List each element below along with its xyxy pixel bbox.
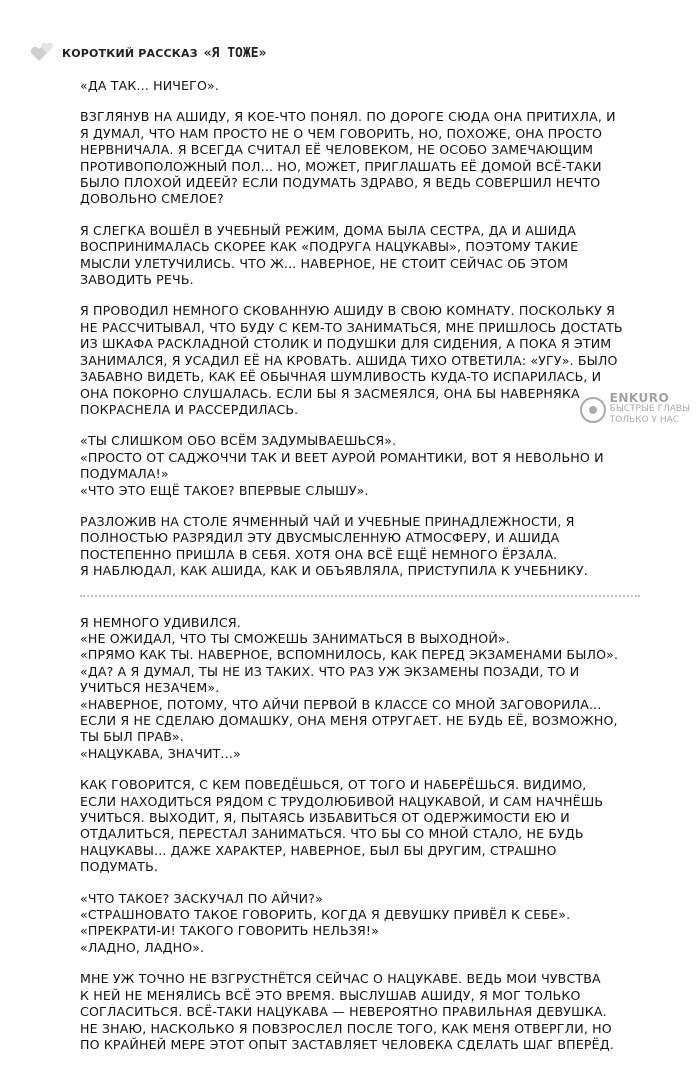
text-line: ПОКРАСНЕЛА И РАССЕРДИЛАСЬ.: [80, 401, 299, 417]
text-line: НЕРВНИЧАЛА. Я ВСЕГДА СЧИТАЛ ЕЁ ЧЕЛОВЕКОМ, НЕ ОСОБО ЗАМЕЧАЮЩИМ: [80, 142, 594, 158]
text-line: «ПРЕКРАТИ-И! ТАКОГО ГОВОРИТЬ НЕЛЬЗЯ!»: [80, 923, 379, 939]
text-line: ОНА ПОКОРНО СЛУШАЛАСЬ. ЕСЛИ БЫ Я ЗАСМЕЯЛСЯ, ОНА БЫ НАВЕРНЯКА: [80, 385, 580, 401]
text-line: «НЕ ОЖИДАЛ, ЧТО ТЫ СМОЖЕШЬ ЗАНИМАТЬСЯ В ВЫХОДНОЙ».: [80, 630, 510, 646]
header-label: КОРОТКИЙ РАССКАЗ: [62, 46, 198, 60]
text-section-2: [80, 615, 636, 1054]
text-line: КАК ГОВОРИТСЯ, С КЕМ ПОВЕДЁШЬСЯ, ОТ ТОГО И НАБЕРЁШЬСЯ. ВИДИМО,: [80, 777, 587, 793]
text-line: «ТЫ СЛИШКОМ ОБО ВСЁМ ЗАДУМЫВАЕШЬСЯ».: [80, 433, 397, 449]
text-line: ОТДАЛИТЬСЯ, ПЕРЕСТАЛ ЗАНИМАТЬСЯ. ЧТО БЫ СО МНОЙ СТАЛО, НЕ БУДЬ: [80, 826, 584, 842]
watermark-brand: ENKURO: [609, 391, 670, 405]
text-line: «ЧТО ТАКОЕ? ЗАСКУЧАЛ ПО АЙЧИ?»: [80, 890, 323, 906]
text-line: ЕСЛИ Я НЕ СДЕЛАЮ ДОМАШКУ, ОНА МЕНЯ ОТРУГАЕТ. НЕ БУДЬ ЕЁ, ВОЗМОЖНО,: [80, 713, 618, 728]
text-line: Я СЛЕГКА ВОШЁЛ В УЧЕБНЫЙ РЕЖИМ, ДОМА БЫЛА СЕСТРА, ДА И АШИДА: [80, 222, 576, 238]
text-line: МНЕ УЖ ТОЧНО НЕ ВЗГРУСТНЁТСЯ СЕЙЧАС О НАЦУКАВЕ. ВЕДЬ МОИ ЧУВСТВА: [80, 971, 601, 987]
text-line: «ДА ТАК... НИЧЕГО».: [80, 78, 220, 93]
paragraph: [80, 109, 636, 207]
text-line: Я ДУМАЛ, ЧТО НАМ ПРОСТО НЕ О ЧЕМ ГОВОРИТЬ, НО, ПОХОЖЕ, ОНА ПРОСТО: [80, 125, 603, 141]
text-line: РАЗЛОЖИВ НА СТОЛЕ ЯЧМЕННЫЙ ЧАЙ И УЧЕБНЫЕ ПРИНАДЛЕЖНОСТИ, Я: [80, 513, 575, 529]
text-line: «ЛАДНО, ЛАДНО».: [80, 939, 205, 955]
text-line: НЕ ЗНАЮ, НАСКОЛЬКО Я ПОВЗРОСЛЕЛ ПОСЛЕ ТОГО, КАК МЕНЯ ОТВЕРГЛИ, НО: [80, 1020, 612, 1036]
text-line: «ЧТО ЭТО ЕЩЁ ТАКОЕ? ВПЕРВЫЕ СЛЫШУ».: [80, 482, 369, 498]
paragraph: [80, 514, 636, 580]
chapter-header: [30, 42, 266, 64]
text-line: ТЫ БЫЛ ПРАВ».: [80, 729, 185, 745]
text-line: ДОВОЛЬНО СМЕЛОЕ?: [80, 191, 224, 207]
text-line: ПОСТЕПЕННО ПРИШЛА В СЕБЯ. ХОТЯ ОНА ВСЁ ЕЩЁ НЕМНОГО ЁРЗАЛА.: [80, 546, 558, 562]
text-line: ПОДУМАТЬ.: [80, 859, 159, 875]
paragraph: [80, 777, 636, 875]
text-line: ВОСПРИНИМАЛАСЬ СКОРЕЕ КАК «ПОДРУГА НАЦУКАВЫ», ПОЭТОМУ ТАКИЕ: [80, 239, 579, 255]
paragraph: [80, 78, 636, 94]
text-line: НАЦУКАВЫ... ДАЖЕ ХАРАКТЕР, НАВЕРНОЕ, БЫЛ БЫ ДРУГИМ, СТРАШНО: [80, 842, 557, 858]
text-line: К НЕЙ НЕ МЕНЯЛИСЬ ВСЁ ЭТО ВРЕМЯ. ВЫСЛУШАВ АШИДУ, Я МОГ ТОЛЬКО: [80, 987, 581, 1003]
text-line: НЕ РАССЧИТЫВАЛ, ЧТО БУДУ С КЕМ-ТО ЗАНИМАТЬСЯ, МНЕ ПРИШЛОСЬ ДОСТАТЬ: [80, 319, 623, 335]
paragraph: [80, 223, 636, 289]
paragraph: [80, 615, 636, 763]
text-line: «ПРЯМО КАК ТЫ. НАВЕРНОЕ, ВСПОМНИЛОСЬ, КАК ПЕРЕД ЭКЗАМЕНАМИ БЫЛО».: [80, 647, 619, 663]
text-line: СОГЛАСИТЬСЯ. ВСЁ-ТАКИ НАЦУКАВА — НЕВЕРОЯТНО ПРАВИЛЬНАЯ ДЕВУШКА.: [80, 1004, 607, 1020]
text-line: «НАЦУКАВА, ЗНАЧИТ...»: [80, 745, 241, 761]
header-title: «Я ТОЖЕ»: [203, 45, 267, 61]
hearts-icon: [30, 42, 56, 64]
text-line: ЗАВОДИТЬ РЕЧЬ.: [80, 272, 194, 288]
text-line: ПОДУМАЛА!»: [80, 466, 169, 482]
text-line: «ПРОСТО ОТ САДЖОЧЧИ ТАК И ВЕЕТ АУРОЙ РОМАНТИКИ, ВОТ Я НЕВОЛЬНО И: [80, 449, 604, 465]
text-line: ПО КРАЙНЕЙ МЕРЕ ЭТОТ ОПЫТ ЗАСТАВЛЯЕТ ЧЕЛОВЕКА СДЕЛАТЬ ШАГ ВПЕРЁД.: [80, 1036, 614, 1052]
text-line: ЕСЛИ НАХОДИТЬСЯ РЯДОМ С ТРУДОЛЮБИВОЙ НАЦУКАВОЙ, И САМ НАЧНЁШЬ: [80, 793, 604, 809]
text-line: «НАВЕРНОЕ, ПОТОМУ, ЧТО АЙЧИ ПЕРВОЙ В КЛАССЕ СО МНОЙ ЗАГОВОРИЛА...: [80, 696, 602, 712]
text-line: «ДА? А Я ДУМАЛ, ТЫ НЕ ИЗ ТАКИХ. ЧТО РАЗ УЖ ЭКЗАМЕНЫ ПОЗАДИ, ТО И: [80, 663, 580, 679]
text-line: ЗАНИМАЛСЯ, Я УСАДИЛ ЕЁ НА КРОВАТЬ. АШИДА ТИХО ОТВЕТИЛА: «УГУ». БЫЛО: [80, 352, 618, 368]
text-line: УЧИТЬСЯ. ВЫХОДИТ, Я, ПЫТАЯСЬ ИЗБАВИТЬСЯ ОТ ОДЕРЖИМОСТИ ЕЮ И: [80, 810, 570, 826]
story-text: [80, 78, 636, 1068]
watermark-tagline: БЫСТРЫЕ ГЛАВЫ: [609, 404, 690, 414]
text-section-1: [80, 78, 636, 580]
text-line: ЗАБАВНО ВИДЕТЬ, КАК ЕЁ ОБЫЧНАЯ ШУМЛИВОСТЬ КУДА-ТО ИСПАРИЛАСЬ, И: [80, 369, 602, 385]
text-line: ВЗГЛЯНУВ НА АШИДУ, Я КОЕ-ЧТО ПОНЯЛ. ПО ДОРОГЕ СЮДА ОНА ПРИТИХЛА, И: [80, 109, 616, 125]
watermark-tagline: ТОЛЬКО У НАС: [609, 415, 680, 425]
text-line: Я НАБЛЮДАЛ, КАК АШИДА, КАК И ОБЪЯВЛЯЛА, ПРИСТУПИЛА К УЧЕБНИКУ.: [80, 563, 588, 579]
text-line: Я НЕМНОГО УДИВИЛСЯ.: [80, 614, 241, 630]
text-line: «СТРАШНОВАТО ТАКОЕ ГОВОРИТЬ, КОГДА Я ДЕВУШКУ ПРИВЁЛ К СЕБЕ».: [80, 907, 571, 923]
paragraph: [80, 971, 636, 1053]
text-line: ПОЛНОСТЬЮ РАЗРЯДИЛ ЭТУ ДВУСМЫСЛЕННУЮ АТМОСФЕРУ, И АШИДА: [80, 530, 560, 546]
text-line: УЧИТЬСЯ НЕЗАЧЕМ».: [80, 680, 220, 696]
section-divider: [80, 595, 640, 597]
paragraph: [80, 891, 636, 957]
text-line: ИЗ ШКАФА РАСКЛАДНОЙ СТОЛИК И ПОДУШКИ ДЛЯ СИДЕНИЯ, А ПОКА Я ЭТИМ: [80, 336, 612, 352]
text-line: ПРОТИВОПОЛОЖНЫЙ ПОЛ... НО, МОЖЕТ, ПРИГЛАШАТЬ ЕЁ ДОМОЙ ВСЁ-ТАКИ: [80, 158, 602, 174]
paragraph: [80, 433, 636, 499]
paragraph: [80, 303, 636, 418]
text-line: Я ПРОВОДИЛ НЕМНОГО СКОВАННУЮ АШИДУ В СВОЮ КОМНАТУ. ПОСКОЛЬКУ Я: [80, 303, 615, 319]
text-line: МЫСЛИ УЛЕТУЧИЛИСЬ. ЧТО Ж... НАВЕРНОЕ, НЕ СТОИТ СЕЙЧАС ОБ ЭТОМ: [80, 255, 569, 271]
text-line: БЫЛО ПЛОХОЙ ИДЕЕЙ? ЕСЛИ ПОДУМАТЬ ЗДРАВО, Я ВЕДЬ СОВЕРШИЛ НЕЧТО: [80, 175, 601, 191]
